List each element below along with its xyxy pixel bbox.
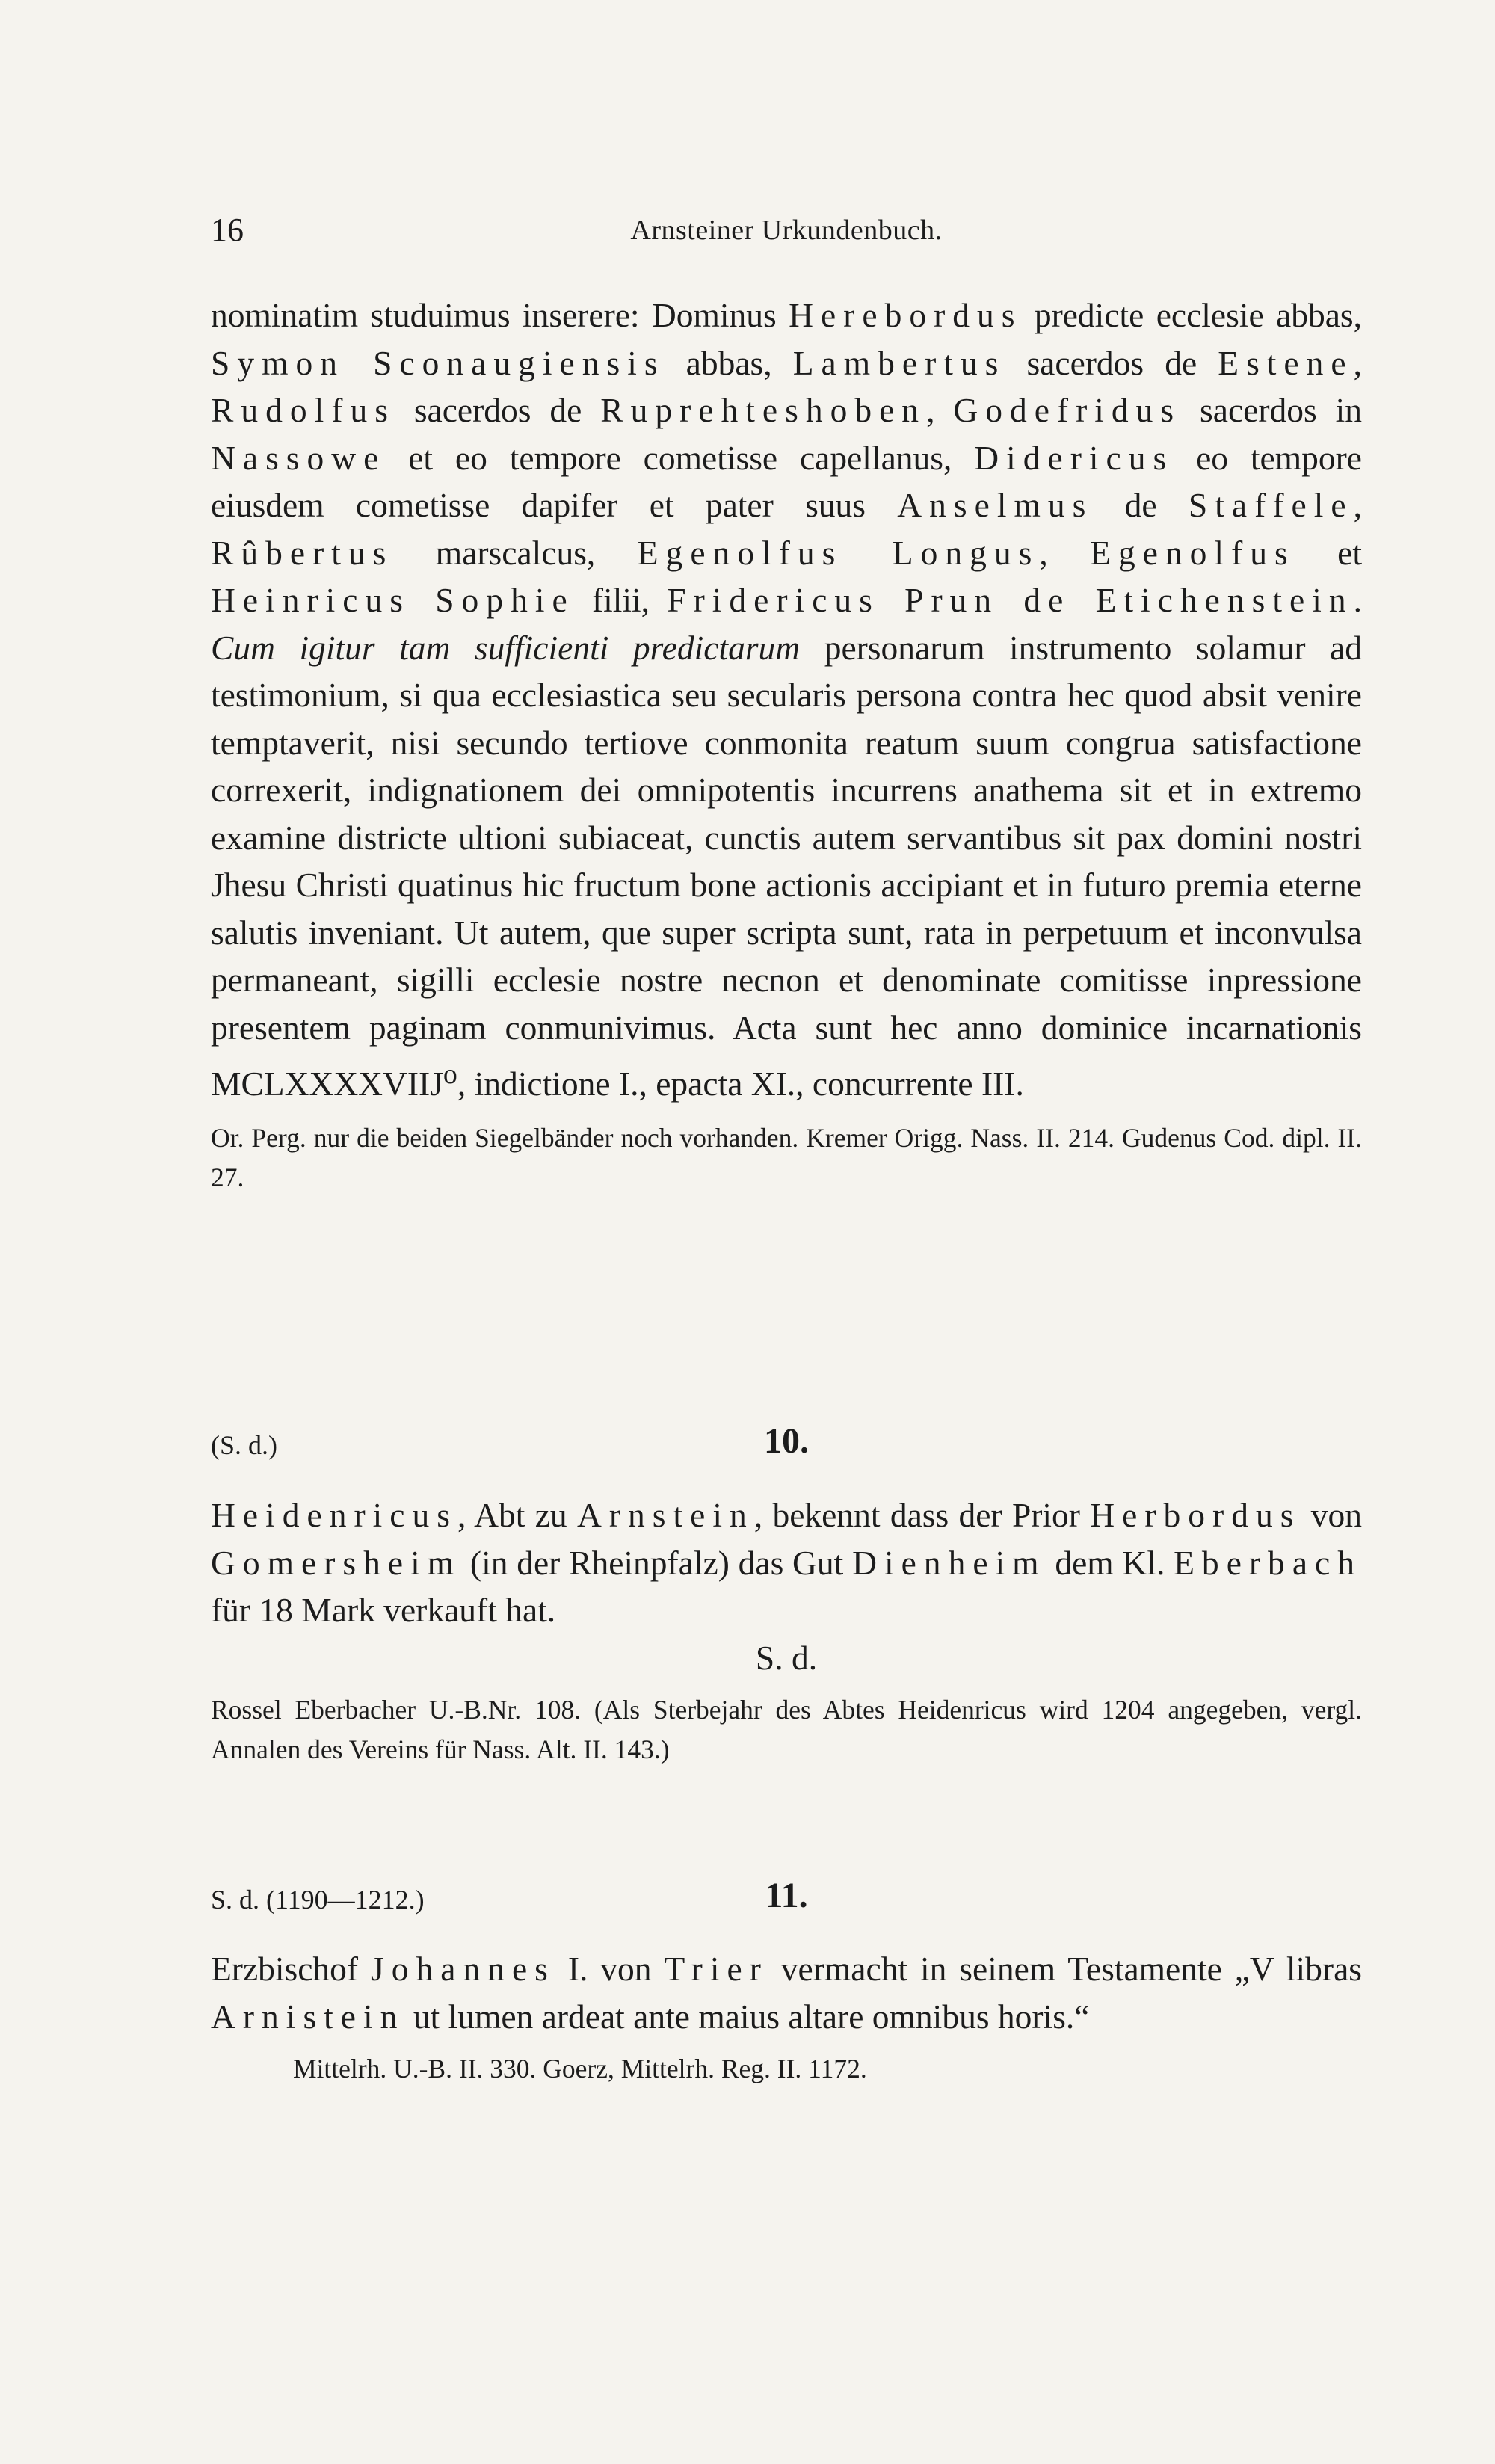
document-11 (211, 1945, 1362, 2089)
regest-paragraph: Erzbischof Johannes I. von Trier vermacht in seinem Testamente „V libras Arnistein ut lumen ardeat ante maius altare omnibus horis.“ (211, 1950, 1362, 2036)
source-note: Mittelrh. U.-B. II. 330. Goerz, Mittelrh. Reg. II. 1172. (293, 2054, 867, 2083)
document-number: 10. (764, 1421, 809, 1461)
regest-paragraph: Heidenricus, Abt zu Arnstein, bekennt dass der Prior Herbordus von Gomersheim (in der Rheinpfalz) das Gut Dienheim dem Kl. Eberbach für 18 Mark verkauft hat. (211, 1496, 1363, 1629)
sine-dato: S. d. (755, 1638, 818, 1677)
source-note: Or. Perg. nur die beiden Siegelbänder noch vorhanden. Kremer Origg. Nass. II. 214. Gudenus Cod. dipl. II. 27. (211, 1122, 1362, 1192)
document-10 (211, 1491, 1362, 1770)
source-note: Rossel Eberbacher U.-B.Nr. 108. (Als Sterbejahr des Abtes Heidenricus wird 1204 angegeben, vergl. Annalen des Vereins für Nass. Alt. II. 143.) (211, 1695, 1362, 1764)
document-11-heading (211, 1875, 1362, 1920)
document-9-continuation (211, 292, 1362, 1198)
document-10-heading (211, 1420, 1362, 1465)
document-date: (S. d.) (211, 1430, 277, 1460)
running-head (211, 211, 1362, 256)
running-title: Arnsteiner Urkundenbuch. (630, 215, 943, 246)
page-number: 16 (211, 212, 244, 248)
document-number: 11. (765, 1876, 808, 1915)
document-date: S. d. (1190—1212.) (211, 1885, 425, 1915)
main-paragraph: nominatim studuimus inserere: Dominus Herebordus predicte ecclesie abbas, Symon Sconaugiensis abbas, Lambertus sacerdos de Estene, Rudolfus sacerdos de Ruprehteshoben, Godefridus sacerdos in Nassowe et eo tempore cometisse capellanus, Didericus eo tempore eiusdem cometisse dapifer et pater suus Anselmus de Staffele, Rûbertus marscalcus, Egenolfus Longus, Egenolfus et Heinricus Sophie filii, Fridericus Prun de Etichenstein. Cum igitur tam sufficienti predictarum personarum instrumento solamur ad testimonium, si qua ecclesiastica seu secularis persona contra hec quod absit venire temptaverit, nisi secundo tertiove conmonita reatum suum congrua satisfactione correxerit, indignationem dei omnipotentis incurrens anathema sit et in extremo examine districte ultioni subiaceat, cunctis autem servantibus sit pax domini nostri Jhesu Christi quatinus hic fructum bone actionis accipiant et in futuro premia eterne salutis inveniant. Ut autem, que super scripta sunt, rata in perpetuum et inconvulsa permaneant, sigilli ecclesie nostre necnon et denominate comitisse inpressione presentem paginam conmunivimus. Acta sunt hec anno dominice incarnationis MCLXXXXVIIJ$^o$, indictione I., epacta XI., concurrente III. (211, 296, 1362, 1103)
